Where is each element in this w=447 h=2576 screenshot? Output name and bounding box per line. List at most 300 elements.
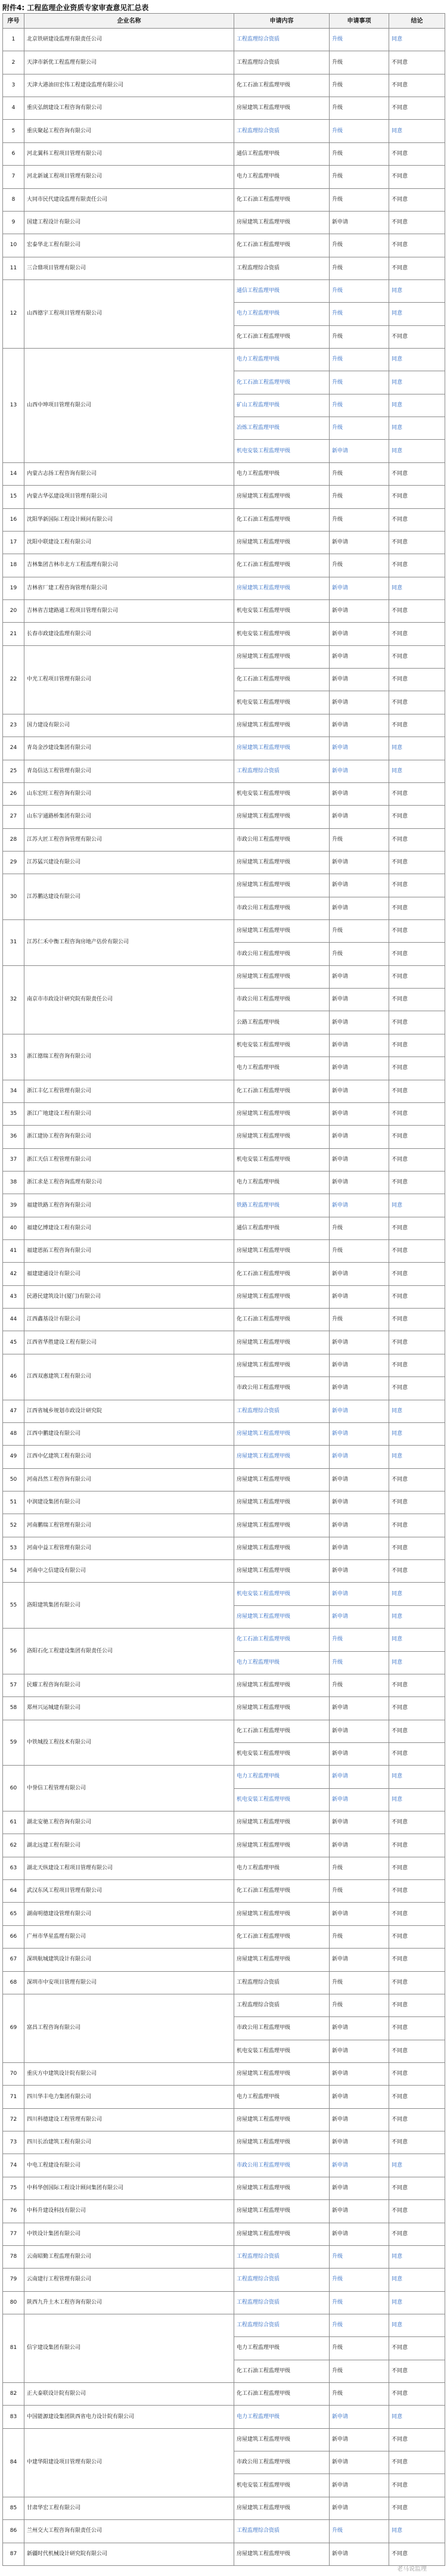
cell-result: 不同意 [389, 1468, 445, 1491]
cell-application: 房屋建筑工程监理甲级 [234, 2108, 330, 2131]
cell-company: 山东宇通路桥集团有限公司 [24, 806, 234, 828]
cell-application: 机电安装工程监理甲级 [234, 1148, 330, 1171]
cell-result: 不同意 [389, 2086, 445, 2108]
cell-item: 升级 [330, 2314, 389, 2336]
table-row [3, 1194, 445, 1217]
table-row [3, 1102, 445, 1125]
cell-result: 同意 [389, 1766, 445, 1788]
table-row [3, 1446, 445, 1468]
header-application: 申请内容 [234, 14, 330, 29]
cell-item: 升级 [330, 257, 389, 279]
table-row [3, 645, 445, 668]
cell-no: 57 [3, 1674, 24, 1696]
cell-item: 新申请 [330, 599, 389, 622]
cell-result: 同意 [389, 1446, 445, 1468]
cell-no: 70 [3, 2062, 24, 2085]
cell-company: 河南昌然工程咨询有限公司 [24, 1468, 234, 1491]
cell-item: 新申请 [330, 782, 389, 805]
cell-item: 升级 [330, 1217, 389, 1239]
cell-item: 新申请 [330, 897, 389, 919]
cell-no: 26 [3, 782, 24, 805]
cell-result: 同意 [389, 760, 445, 782]
table-row [3, 120, 445, 142]
cell-application: 化工石油工程监理甲级 [234, 1080, 330, 1102]
table-row [3, 2062, 445, 2085]
cell-item: 升级 [330, 2383, 389, 2406]
cell-result: 同意 [389, 2520, 445, 2543]
cell-company: 中铁城投工程技术有限公司 [24, 1720, 234, 1766]
cell-application: 房屋建筑工程监理甲级 [234, 1285, 330, 1308]
cell-item: 升级 [330, 188, 389, 211]
cell-item: 新申请 [330, 2017, 389, 2040]
cell-application: 电力工程监理甲级 [234, 1766, 330, 1788]
cell-result: 不同意 [389, 486, 445, 508]
table-row [3, 279, 445, 302]
table-row [3, 874, 445, 897]
table-row [3, 2269, 445, 2291]
cell-application: 市政公用工程监理甲级 [234, 2017, 330, 2040]
cell-application: 房屋建筑工程监理甲级 [234, 737, 330, 760]
cell-company: 河北翼科工程项目管理有限公司 [24, 142, 234, 165]
table-row [3, 1697, 445, 1720]
cell-no: 8 [3, 188, 24, 211]
cell-no: 55 [3, 1583, 24, 1629]
cell-company: 浙江求是工程咨询监理有限公司 [24, 1171, 234, 1194]
table-row [3, 1949, 445, 1971]
table-row [3, 1857, 445, 1879]
cell-item: 升级 [330, 371, 389, 394]
cell-result: 不同意 [389, 462, 445, 485]
cell-no: 80 [3, 2291, 24, 2314]
cell-result: 不同意 [389, 2428, 445, 2451]
cell-company: 信宇建设集团有限公司 [24, 2314, 234, 2382]
cell-item: 新申请 [330, 1788, 389, 1811]
cell-application: 房屋建筑工程监理甲级 [234, 1468, 330, 1491]
cell-result: 不同意 [389, 1903, 445, 1925]
cell-result: 不同意 [389, 669, 445, 691]
table-row [3, 531, 445, 554]
cell-application: 房屋建筑工程监理甲级 [234, 874, 330, 897]
cell-application: 房屋建筑工程监理甲级 [234, 1560, 330, 1583]
cell-company: 青岛信达工程管理有限公司 [24, 760, 234, 782]
cell-item: 升级 [330, 828, 389, 851]
cell-application: 化工石油工程监理甲级 [234, 234, 330, 257]
cell-item: 升级 [330, 943, 389, 965]
cell-result: 不同意 [389, 989, 445, 1011]
cell-application: 机电安装工程监理甲级 [234, 1742, 330, 1765]
table-row [3, 1354, 445, 1376]
cell-company: 江苏仁禾中衡工程咨询房地产估价有限公司 [24, 920, 234, 966]
table-row [3, 462, 445, 485]
cell-application: 机电安装工程监理甲级 [234, 782, 330, 805]
cell-item: 新申请 [330, 623, 389, 645]
cell-application: 房屋建筑工程监理甲级 [234, 211, 330, 234]
cell-company: 四川华丰电力集团有限公司 [24, 2086, 234, 2108]
cell-company: 天津市新优工程监理有限公司 [24, 51, 234, 74]
cell-application: 房屋建筑工程监理甲级 [234, 2062, 330, 2085]
cell-company: 中科华创国际工程设计顾问集团有限公司 [24, 2177, 234, 2199]
table-row [3, 74, 445, 97]
cell-company: 河南中益工程管理有限公司 [24, 1537, 234, 1559]
cell-application: 房屋建筑工程监理甲级 [234, 965, 330, 988]
cell-application: 房屋建筑工程监理甲级 [234, 1102, 330, 1125]
cell-result: 不同意 [389, 51, 445, 74]
cell-item: 新申请 [330, 2086, 389, 2108]
cell-application: 化工石油工程监理甲级 [234, 1720, 330, 1742]
cell-no: 39 [3, 1194, 24, 1217]
table-row [3, 51, 445, 74]
cell-item: 新申请 [330, 669, 389, 691]
table-row [3, 2154, 445, 2177]
table-row [3, 760, 445, 782]
cell-application: 市政公用工程监理甲级 [234, 2451, 330, 2474]
cell-no: 66 [3, 1925, 24, 1948]
cell-item: 新申请 [330, 1102, 389, 1125]
cell-item: 新申请 [330, 1400, 389, 1422]
cell-company: 浙江丰亿工程管理有限公司 [24, 1080, 234, 1102]
cell-company: 江苏猛兴建设有限公司 [24, 851, 234, 874]
cell-company: 云南昭勤工程监理有限公司 [24, 2245, 234, 2268]
table-row [3, 234, 445, 257]
cell-no: 83 [3, 2406, 24, 2428]
cell-item: 升级 [330, 2269, 389, 2291]
cell-company: 河南中之信建设有限公司 [24, 1560, 234, 1583]
cell-application: 房屋建筑工程监理甲级 [234, 2497, 330, 2519]
cell-no: 14 [3, 462, 24, 485]
table-row [3, 1674, 445, 1696]
cell-no: 62 [3, 1834, 24, 1857]
cell-company: 宏泰华北工程有限公司 [24, 234, 234, 257]
table-row [3, 1285, 445, 1308]
cell-result: 不同意 [389, 1971, 445, 1994]
cell-company: 郑州兴运城建有限公司 [24, 1697, 234, 1720]
cell-item: 新申请 [330, 989, 389, 1011]
table-row [3, 1514, 445, 1537]
table-row [3, 1811, 445, 1834]
table-row [3, 782, 445, 805]
cell-application: 市政公用工程监理甲级 [234, 1377, 330, 1400]
cell-company: 福建建通设计有限公司 [24, 1263, 234, 1285]
table-row [3, 2108, 445, 2131]
cell-no: 36 [3, 1126, 24, 1148]
cell-application: 化工石油工程监理甲级 [234, 188, 330, 211]
cell-result: 同意 [389, 1651, 445, 1674]
cell-result: 不同意 [389, 1102, 445, 1125]
cell-application: 工程监理综合资质 [234, 1994, 330, 2016]
cell-application: 机电安装工程监理甲级 [234, 1583, 330, 1605]
cell-application: 电力工程监理甲级 [234, 1651, 330, 1674]
cell-result: 不同意 [389, 1925, 445, 1948]
cell-result: 不同意 [389, 2040, 445, 2062]
cell-no: 78 [3, 2245, 24, 2268]
cell-result: 不同意 [389, 1834, 445, 1857]
cell-result: 同意 [389, 737, 445, 760]
cell-result: 不同意 [389, 1560, 445, 1583]
cell-application: 化工石油工程监理甲级 [234, 1309, 330, 1331]
table-row [3, 2497, 445, 2519]
cell-application: 房屋建筑工程监理甲级 [234, 1949, 330, 1971]
header-company: 企业名称 [24, 14, 234, 29]
cell-item: 升级 [330, 1971, 389, 1994]
table-row [3, 508, 445, 531]
cell-item: 新申请 [330, 1811, 389, 1834]
cell-no: 51 [3, 1491, 24, 1514]
cell-no: 86 [3, 2520, 24, 2543]
cell-no: 47 [3, 1400, 24, 1422]
cell-no: 69 [3, 1994, 24, 2062]
table-row [3, 1880, 445, 1903]
cell-company: 江西中亿建筑工程有限公司 [24, 1446, 234, 1468]
cell-item: 升级 [330, 1309, 389, 1331]
cell-result: 不同意 [389, 2200, 445, 2223]
cell-no: 31 [3, 920, 24, 966]
cell-item: 升级 [330, 462, 389, 485]
cell-item: 新申请 [330, 577, 389, 599]
cell-no: 4 [3, 97, 24, 120]
cell-company: 江西双惠建筑工程有限公司 [24, 1354, 234, 1400]
table-row [3, 806, 445, 828]
cell-application: 化工石油工程监理甲级 [234, 2383, 330, 2406]
cell-no: 63 [3, 1857, 24, 1879]
cell-result: 不同意 [389, 531, 445, 554]
cell-item: 新申请 [330, 1377, 389, 1400]
cell-result: 同意 [389, 2291, 445, 2314]
cell-company: 大同市民代建设监理有限责任公司 [24, 188, 234, 211]
cell-no: 27 [3, 806, 24, 828]
cell-application: 房屋建筑工程监理甲级 [234, 1331, 330, 1354]
cell-no: 10 [3, 234, 24, 257]
cell-result: 不同意 [389, 257, 445, 279]
cell-no: 20 [3, 599, 24, 622]
cell-application: 工程监理综合资质 [234, 2245, 330, 2268]
cell-no: 15 [3, 486, 24, 508]
cell-item: 升级 [330, 394, 389, 417]
cell-application: 房屋建筑工程监理甲级 [234, 2543, 330, 2565]
cell-company: 国力建设有限公司 [24, 714, 234, 737]
table-row [3, 1263, 445, 1285]
cell-company: 正大泰联设计院有限公司 [24, 2383, 234, 2406]
cell-company: 重庆聚起工程咨询有限公司 [24, 120, 234, 142]
cell-no: 48 [3, 1422, 24, 1445]
cell-no: 45 [3, 1331, 24, 1354]
cell-no: 54 [3, 1560, 24, 1583]
cell-item: 升级 [330, 325, 389, 348]
cell-application: 房屋建筑工程监理甲级 [234, 806, 330, 828]
cell-item: 新申请 [330, 1537, 389, 1559]
cell-company: 湖南明德建设管理有限公司 [24, 1903, 234, 1925]
cell-application: 房屋建筑工程监理甲级 [234, 714, 330, 737]
cell-application: 工程监理综合资质 [234, 1971, 330, 1994]
cell-result: 同意 [389, 279, 445, 302]
cell-application: 化工石油工程监理甲级 [234, 325, 330, 348]
table-row [3, 623, 445, 645]
cell-no: 64 [3, 1880, 24, 1903]
table-row [3, 97, 445, 120]
table-row [3, 554, 445, 577]
table-row [3, 1766, 445, 1788]
cell-company: 重庆方中建筑设计院有限公司 [24, 2062, 234, 2085]
cell-company: 陕西九升土木工程咨询有限公司 [24, 2291, 234, 2314]
cell-no: 58 [3, 1697, 24, 1720]
cell-application: 电力工程监理甲级 [234, 1057, 330, 1080]
cell-no: 40 [3, 1217, 24, 1239]
cell-item: 新申请 [330, 737, 389, 760]
cell-company: 三合鼎项目管理有限公司 [24, 257, 234, 279]
cell-application: 电力工程监理甲级 [234, 2337, 330, 2360]
cell-no: 56 [3, 1629, 24, 1674]
table-row [3, 188, 445, 211]
cell-application: 工程监理综合资质 [234, 120, 330, 142]
cell-no: 71 [3, 2086, 24, 2108]
cell-result: 不同意 [389, 234, 445, 257]
table-row [3, 2223, 445, 2245]
cell-company: 山东宏旺工程咨询有限公司 [24, 782, 234, 805]
cell-no: 65 [3, 1903, 24, 1925]
cell-no: 7 [3, 166, 24, 188]
cell-item: 新申请 [330, 1034, 389, 1056]
cell-application: 化工石油工程监理甲级 [234, 2360, 330, 2382]
cell-item: 新申请 [330, 806, 389, 828]
cell-result: 不同意 [389, 2451, 445, 2474]
table-row [3, 1583, 445, 1605]
cell-company: 浙江建协工程咨询有限公司 [24, 1126, 234, 1148]
cell-no: 53 [3, 1537, 24, 1559]
cell-application: 工程监理综合资质 [234, 257, 330, 279]
table-row [3, 1629, 445, 1651]
cell-item: 新申请 [330, 2223, 389, 2245]
cell-application: 市政公用工程监理甲级 [234, 828, 330, 851]
cell-item: 升级 [330, 303, 389, 325]
cell-company: 民耀工程咨询有限公司 [24, 1674, 234, 1696]
header-no: 序号 [3, 14, 24, 29]
cell-result: 不同意 [389, 1354, 445, 1376]
cell-no: 77 [3, 2223, 24, 2245]
cell-company: 江西中鹏建设有限公司 [24, 1422, 234, 1445]
cell-result: 不同意 [389, 1537, 445, 1559]
table-row [3, 1080, 445, 1102]
cell-result: 同意 [389, 29, 445, 51]
cell-application: 通信工程监理甲级 [234, 1217, 330, 1239]
cell-item: 新申请 [330, 760, 389, 782]
cell-result: 不同意 [389, 2017, 445, 2040]
cell-no: 67 [3, 1949, 24, 1971]
cell-result: 不同意 [389, 1309, 445, 1331]
cell-company: 洛阳石化工程建设集团有限责任公司 [24, 1629, 234, 1674]
cell-company: 江西鑫基设计有限公司 [24, 1309, 234, 1331]
cell-item: 升级 [330, 508, 389, 531]
table-row [3, 166, 445, 188]
cell-no: 23 [3, 714, 24, 737]
cell-result: 不同意 [389, 1880, 445, 1903]
cell-no: 59 [3, 1720, 24, 1766]
cell-result: 不同意 [389, 2108, 445, 2131]
cell-company: 广州市华星监理有限公司 [24, 1925, 234, 1948]
cell-item: 升级 [330, 1880, 389, 1903]
cell-item: 升级 [330, 279, 389, 302]
cell-application: 市政公用工程监理甲级 [234, 943, 330, 965]
cell-application: 铁路工程监理甲级 [234, 1194, 330, 1217]
cell-result: 不同意 [389, 1811, 445, 1834]
cell-application: 市政公用工程监理甲级 [234, 989, 330, 1011]
cell-application: 电力工程监理甲级 [234, 462, 330, 485]
cell-item: 升级 [330, 1651, 389, 1674]
cell-result: 不同意 [389, 1949, 445, 1971]
cell-no: 75 [3, 2177, 24, 2199]
table-row [3, 1971, 445, 1994]
table-header-row [3, 14, 445, 29]
cell-no: 84 [3, 2428, 24, 2497]
cell-result: 不同意 [389, 1011, 445, 1034]
cell-result: 不同意 [389, 1263, 445, 1285]
cell-company: 福建铁路工程咨询有限公司 [24, 1194, 234, 1217]
cell-item: 新申请 [330, 1949, 389, 1971]
cell-item: 新申请 [330, 1263, 389, 1285]
cell-result: 不同意 [389, 965, 445, 988]
cell-application: 机电安装工程监理甲级 [234, 2040, 330, 2062]
cell-application: 化工石油工程监理甲级 [234, 371, 330, 394]
cell-result: 不同意 [389, 2360, 445, 2382]
watermark: 老马说监理 [397, 2566, 427, 2572]
cell-item: 新申请 [330, 2406, 389, 2428]
cell-item: 新申请 [330, 714, 389, 737]
cell-no: 38 [3, 1171, 24, 1194]
table-row [3, 714, 445, 737]
cell-result: 同意 [389, 1194, 445, 1217]
cell-no: 60 [3, 1766, 24, 1811]
table-row [3, 1903, 445, 1925]
table-row [3, 965, 445, 988]
cell-no: 28 [3, 828, 24, 851]
cell-item: 升级 [330, 1925, 389, 1948]
cell-item: 新申请 [330, 2543, 389, 2565]
cell-item: 升级 [330, 1240, 389, 1263]
cell-item: 新申请 [330, 1514, 389, 1537]
cell-item: 升级 [330, 166, 389, 188]
cell-application: 房屋建筑工程监理甲级 [234, 1491, 330, 1514]
cell-result: 不同意 [389, 1240, 445, 1263]
table-row [3, 1422, 445, 1445]
cell-result: 不同意 [389, 1331, 445, 1354]
cell-application: 房屋建筑工程监理甲级 [234, 1674, 330, 1696]
cell-application: 化工石油工程监理甲级 [234, 1925, 330, 1948]
table-row [3, 828, 445, 851]
cell-item: 升级 [330, 349, 389, 371]
table-row [3, 211, 445, 234]
cell-item: 新申请 [330, 1766, 389, 1788]
table-row [3, 1309, 445, 1331]
cell-result: 不同意 [389, 508, 445, 531]
cell-result: 同意 [389, 2245, 445, 2268]
cell-result: 同意 [389, 417, 445, 440]
cell-company: 湖北天纵建设工程项目管理有限公司 [24, 1857, 234, 1879]
cell-result: 不同意 [389, 97, 445, 120]
cell-item: 升级 [330, 2245, 389, 2268]
cell-item: 新申请 [330, 2497, 389, 2519]
cell-application: 房屋建筑工程监理甲级 [234, 1422, 330, 1445]
cell-result: 不同意 [389, 897, 445, 919]
cell-no: 18 [3, 554, 24, 577]
cell-company: 浙江天信工程管理有限公司 [24, 1148, 234, 1171]
header-item: 申请事项 [330, 14, 389, 29]
cell-item: 升级 [330, 2291, 389, 2314]
cell-application: 房屋建筑工程监理甲级 [234, 645, 330, 668]
cell-item: 新申请 [330, 1354, 389, 1376]
table-row [3, 737, 445, 760]
cell-item: 新申请 [330, 1011, 389, 1034]
cell-no: 61 [3, 1811, 24, 1834]
cell-result: 不同意 [389, 74, 445, 97]
cell-result: 同意 [389, 1422, 445, 1445]
